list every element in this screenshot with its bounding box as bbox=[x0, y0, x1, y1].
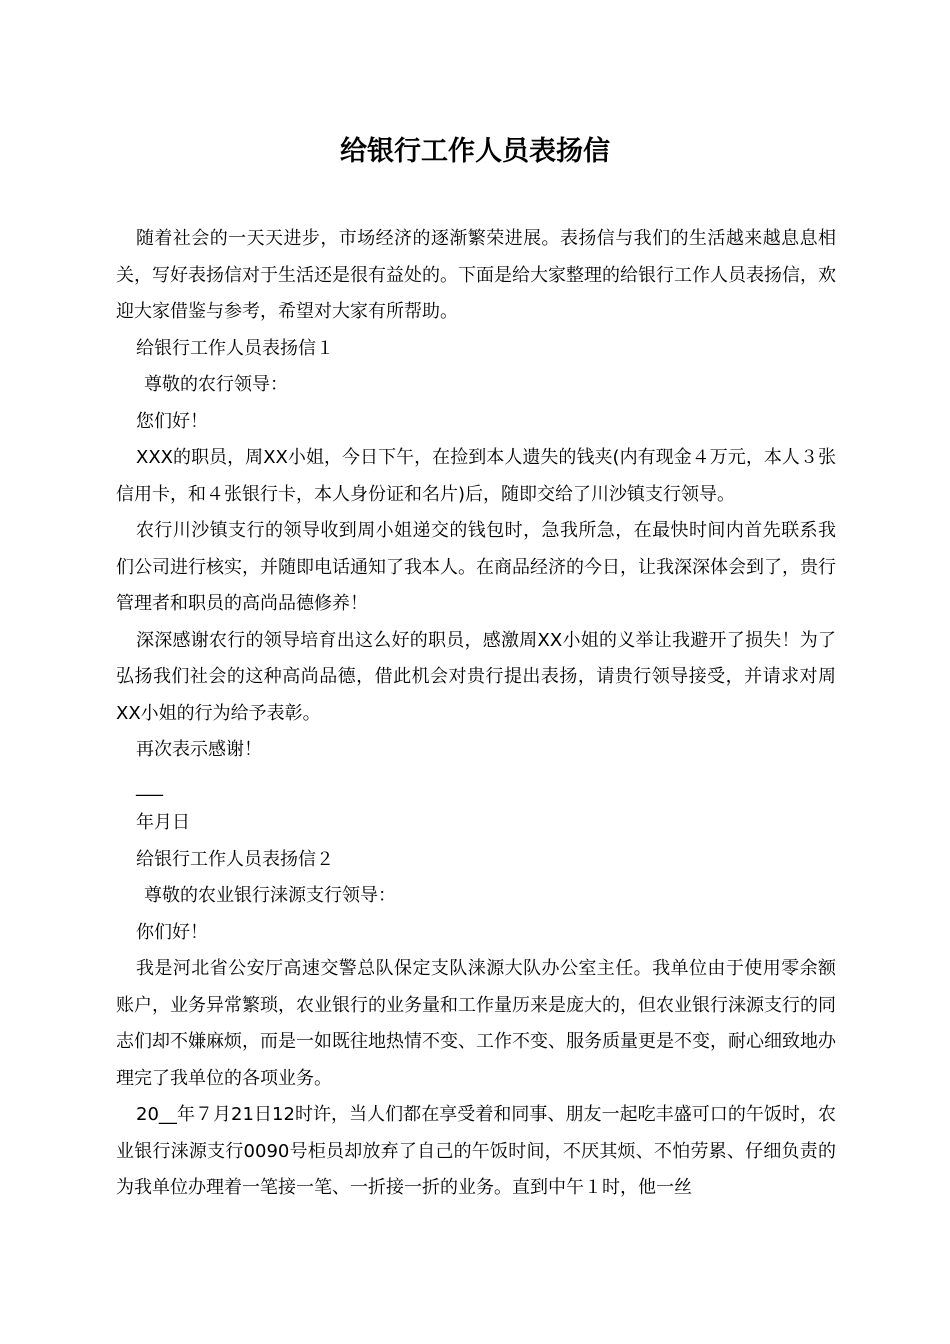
document-body bbox=[116, 221, 836, 1207]
letter-2-paragraph: 20__年７月21日12时许，当人们都在享受着和同事、朋友一起吃丰盛可口的午饭时，农业银行涞源支行0090号柜员却放弃了自己的午饭时间，不厌其烦、不怕劳累、仔细负责的为我单位办理着一笔接一笔、一折接一折的业务。直到中午１时，他一丝 bbox=[116, 1104, 836, 1198]
letter-2-heading: 给银行工作人员表扬信２ bbox=[136, 848, 334, 870]
document-title: 给银行工作人员表扬信 bbox=[340, 136, 610, 167]
letter-2-salutation: 尊敬的农业银行涞源支行领导： bbox=[144, 885, 396, 906]
intro-paragraph: 随着社会的一天天进步，市场经济的逐渐繁荣进展。表扬信与我们的生活越来越息息相关，写好表扬信对于生活还是很有益处的。下面是给大家整理的给银行工作人员表扬信，欢迎大家借鉴与参考，希望对大家有所帮助。 bbox=[116, 228, 836, 322]
letter-1-greeting: 您们好！ bbox=[136, 410, 208, 432]
letter-1-closing: 再次表示感谢！ bbox=[136, 739, 262, 760]
letter-1-heading: 给银行工作人员表扬信１ bbox=[136, 337, 334, 359]
letter-2-greeting: 你们好！ bbox=[136, 921, 208, 943]
date-line: 年月日 bbox=[136, 812, 190, 833]
letter-1-paragraph: 深深感谢农行的领导培育出这么好的职员，感激周XX小姐的义举让我避开了损失！为了弘扬我们社会的这种高尚品德，借此机会对贵行提出表扬，请贵行领导接受，并请求对周XX小姐的行为给予表彰。 bbox=[116, 629, 836, 724]
letter-1-paragraph: 农行川沙镇支行的领导收到周小姐递交的钱包时，急我所急，在最快时间内首先联系我们公司进行核实，并随即电话通知了我本人。在商品经济的今日，让我深深体会到了，贵行管理者和职员的高尚品德修养！ bbox=[116, 520, 836, 614]
signature-blank: ___ bbox=[136, 775, 163, 797]
letter-1-paragraph: XXX的职员，周XX小姐，今日下午，在捡到本人遗失的钱夹(内有现金４万元，本人３张信用卡，和４张银行卡，本人身份证和名片)后，随即交给了川沙镇支行领导。 bbox=[116, 447, 836, 505]
letter-1-salutation: 尊敬的农行领导： bbox=[144, 374, 288, 395]
letter-2-paragraph: 我是河北省公安厅高速交警总队保定支队涞源大队办公室主任。我单位由于使用零余额账户，业务异常繁琐，农业银行的业务量和工作量历来是庞大的，但农业银行涞源支行的同志们却不嫌麻烦，而是一如既往地热情不变、工作不变、服务质量更是不变，耐心细致地办理完了我单位的各项业务。 bbox=[116, 958, 836, 1089]
